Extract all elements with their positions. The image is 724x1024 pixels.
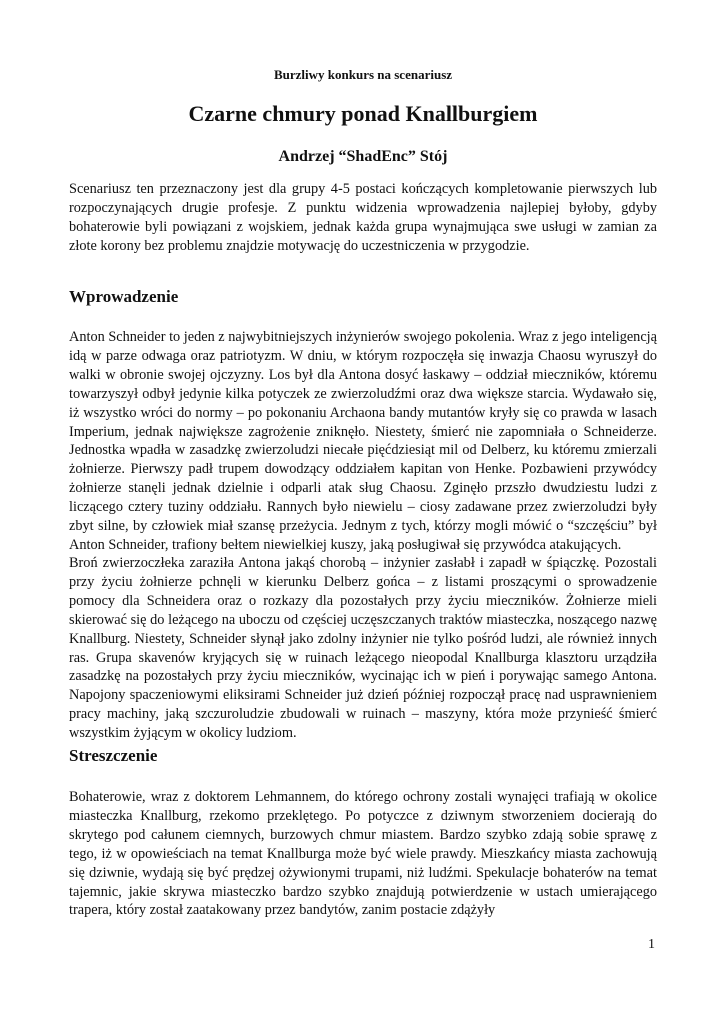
author-line: Andrzej “ShadEnc” Stój xyxy=(278,148,448,165)
section-paragraph: Broń zwierzoczłeka zaraziła Antona jakąś chorobą – inżynier zasłabł i zapadł w śpiączkę. Pozostali przy życiu żołnierze pchnęli w kierunku Delberz gońca – z listami proszącymi o sprowadzenie pomocy dla Schneidera oraz o rozkazy dla pozostałych przy życiu mieczników. Żołnierze mieli skierować się do leżącego na uboczu od częściej uczęszczanych traktów miasteczka, noszącego nazwę Knallburg. Niestety, Schneider słynął jako zdolny inżynier nie tylko pośród ludzi, ale również innych ras. Grupa skavenów kryjących się w ruinach leżącego nieopodal Knallburga klasztoru urządziła zasadzkę na pozostałych przy życiu mieczników, wycinając ich w pień i porywając samego Antona. Napojony spaczeniowymi eliksirami Schneider już dzień później rozpoczął pracę nad usprawnieniem pracy machiny, jaką szczuroludzie zbudowali w ruinach – maszyny, która może przynieść śmierć wszystkim żyjącym w okolicy ludziom. xyxy=(69,555,657,742)
document-title: Czarne chmury ponad Knallburgiem xyxy=(188,101,538,126)
page-number: 1 xyxy=(648,937,655,952)
contest-label: Burzliwy konkurs na scenariusz xyxy=(273,67,453,82)
intro-paragraph: Scenariusz ten przeznaczony jest dla grupy 4-5 postaci kończących kompletowanie pierwszych lub rozpoczynających drugie profesje. Z punktu widzenia wprowadzenia najlepiej byłoby, gdyby bohaterowie byli powiązani z wojskiem, jednak każda grupa wynajmująca swe usługi w zamian za złote korony bez problemu znajdzie motywację do uczestniczenia w przygodzie. xyxy=(69,181,657,254)
section-paragraph: Anton Schneider to jeden z najwybitniejszych inżynierów swojego pokolenia. Wraz z jego inteligencją idą w parze odwaga oraz patriotyzm. W dniu, w którym rozpoczęła się inwazja Chaosu wyruszył do walki w obronie swojej ojczyzny. Los był dla Antona dosyć łaskawy – oddział mieczników, któremu towarzyszył odbył jedynie kilka potyczek ze zwierzoludźmi oraz dwa większe starcia. Wydawało się, iż wszystko wróci do normy – po pokonaniu Archaona bandy mutantów kryły się co prawda w lasach Imperium, jednak największe zagrożenie zniknęło. Niestety, śmierć nie zapomniała o Schneiderze. Jednostka wpadła w zasadzkę zwierzoludzi niecałe pięćdziesiąt mil od Delberz, ku któremu zmierzali żołnierze. Pierwszy padł trupem dowodzący oddziałem kapitan von Henke. Pozbawieni przywódcy żołnierze stanęli jednak dzielnie i odparli atak sług Chaosu. Zginęło przszło dwudziestu ludzi z liczącego cztery tuziny oddziału. Rannych było niewielu – ciosy zadawane przez zwierzoludzi były zbyt silne, by człowiek miał szansę przeżycia. Jednym z tych, którzy mogli mówić o “szczęściu” był Anton Schneider, trafiony bełtem niewielkiej kuszy, jaką posługiwał się przywódca atakujących. xyxy=(69,329,657,553)
section-heading-streszczenie: Streszczenie xyxy=(69,746,158,765)
section-paragraph: Bohaterowie, wraz z doktorem Lehmannem, do którego ochrony zostali wynajęci trafiają w okolice miasteczka Knallburg, rzekomo przeklętego. Po potyczce z dziwnym stworzeniem docierają do skrytego pod całunem ciemnych, burzowych chmur miastem. Bardzo szybko zdają sobie sprawę z tego, iż w opowieściach na temat Knallburga może być wiele prawdy. Mieszkańcy miasta zachowują się dziwnie, wydają się być prędzej ożywionymi trupami, niż ludźmi. Spekulacje bohaterów na temat tajemnic, jakie skrywa miasteczko bardzo szybko znajdują potwierdzenie w ustach umierającego trapera, który został zaatakowany przez bandytów, zanim postacie zdążyły xyxy=(69,789,657,919)
section-heading-wprowadzenie: Wprowadzenie xyxy=(69,287,179,306)
